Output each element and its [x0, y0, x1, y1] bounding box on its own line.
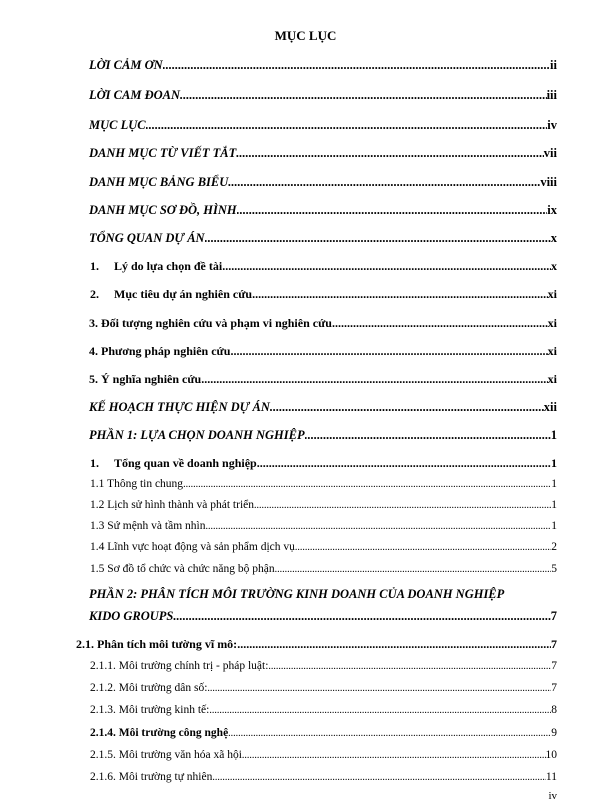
- toc-entry-muc-tieu[interactable]: [90, 287, 611, 302]
- toc-entry-page: 1: [551, 499, 557, 511]
- toc-entry-label: 1. Tổng quan về doanh nghiệp: [90, 456, 257, 470]
- toc-entry-phan-2-line1[interactable]: PHẦN 2: PHÂN TÍCH MÔI TRƯỜNG KINH DOANH CỦA DOANH NGHIỆP: [89, 587, 505, 601]
- toc-leader-dots: [201, 372, 547, 387]
- toc-entry-loi-cam-on[interactable]: [89, 58, 611, 73]
- toc-leader-dots: [209, 704, 551, 716]
- toc-leader-dots: [305, 428, 551, 443]
- toc-entry-page: xi: [547, 344, 557, 358]
- toc-leader-dots: [222, 259, 551, 274]
- toc-entry-label: DANH MỤC SƠ ĐỒ, HÌNH: [89, 203, 237, 217]
- toc-entry-phan-2[interactable]: [89, 609, 611, 624]
- toc-entry-page: viii: [540, 175, 557, 189]
- toc-leader-dots: [146, 118, 548, 133]
- toc-leader-dots: [205, 520, 551, 532]
- toc-entry-page: 1: [551, 456, 557, 470]
- toc-entry-page: 7: [551, 660, 557, 672]
- toc-entry-label: 2.1.2. Môi trường dân số:: [90, 682, 208, 694]
- toc-entry-page: ii: [550, 58, 557, 72]
- toc-entry-2-1-1[interactable]: [90, 660, 611, 672]
- toc-entry-page: 10: [545, 749, 557, 761]
- toc-leader-dots: [275, 563, 552, 575]
- toc-entry-loi-cam-doan[interactable]: [89, 88, 611, 103]
- toc-entry-label: 5. Ý nghĩa nghiên cứu: [89, 372, 202, 386]
- toc-entry-label: KẾ HOẠCH THỰC HIỆN DỰ ÁN: [89, 400, 270, 414]
- toc-entry-page: vii: [543, 146, 557, 160]
- toc-entry-label: 2.1.6. Môi trường tự nhiên: [90, 771, 213, 783]
- toc-entry-page: 11: [545, 771, 557, 783]
- toc-leader-dots: [254, 499, 551, 511]
- toc-entry-page: 1: [551, 520, 557, 532]
- toc-entry-page: 5: [551, 563, 557, 575]
- toc-entry-tong-quan-doanh-nghiep[interactable]: [90, 456, 611, 471]
- toc-entry-label: 2. Mục tiêu dự án nghiên cứu: [90, 287, 253, 301]
- toc-entry-2-1-2[interactable]: [90, 682, 611, 694]
- toc-entry-page: 8: [551, 704, 557, 716]
- toc-entry-page: 2: [551, 541, 557, 553]
- toc-entry-label: 2.1. Phân tích môi tường vĩ mô:: [76, 637, 238, 651]
- toc-entry-1-4[interactable]: [90, 541, 611, 553]
- toc-entry-page: 1: [551, 478, 557, 490]
- toc-leader-dots: [237, 203, 548, 218]
- toc-entry-doi-tuong[interactable]: [89, 316, 611, 331]
- toc-entry-page: 1: [550, 428, 557, 442]
- toc-entry-label: LỜI CAM ĐOAN: [89, 88, 180, 102]
- toc-entry-2-1-4[interactable]: [90, 727, 611, 739]
- toc-leader-dots: [163, 58, 550, 73]
- toc-leader-dots: [228, 727, 551, 739]
- toc-entry-page: 7: [551, 682, 557, 694]
- toc-entry-1-1[interactable]: [90, 478, 611, 490]
- toc-entry-page: xii: [543, 400, 557, 414]
- toc-entry-label: 1.3 Sứ mệnh và tầm nhìn: [90, 520, 206, 532]
- toc-entry-page: iv: [547, 118, 557, 132]
- toc-entry-1-2[interactable]: [90, 499, 611, 511]
- toc-entry-phuong-phap[interactable]: [89, 344, 611, 359]
- toc-leader-dots: [180, 88, 547, 103]
- toc-entry-label: 2.1.1. Môi trường chính trị - pháp luật:: [90, 660, 269, 672]
- toc-entry-danh-muc-bang-bieu[interactable]: [89, 175, 611, 190]
- toc-leader-dots: [228, 175, 540, 190]
- toc-entry-page: ix: [547, 203, 557, 217]
- toc-entry-label: 2.1.5. Môi trường văn hóa xã hội: [90, 749, 242, 761]
- toc-entry-label: 4. Phương pháp nghiên cứu: [89, 344, 231, 358]
- toc-leader-dots: [207, 682, 551, 694]
- toc-entry-label: 1.4 Lĩnh vực hoạt động và sản phẩm dịch vụ: [90, 541, 295, 553]
- toc-leader-dots: [212, 771, 546, 783]
- toc-entry-danh-muc-tu-viet-tat[interactable]: [89, 146, 611, 161]
- toc-leader-dots: [252, 287, 548, 302]
- toc-entry-label: PHẦN 1: LỰA CHỌN DOANH NGHIỆP: [89, 428, 305, 442]
- toc-entry-2-1-5[interactable]: [90, 749, 611, 761]
- toc-leader-dots: [257, 456, 551, 471]
- toc-entry-page: iii: [546, 88, 557, 102]
- toc-entry-2-1-6[interactable]: [90, 771, 611, 783]
- toc-entry-ke-hoach[interactable]: [89, 400, 611, 415]
- toc-entry-label: 2.1.4. Môi trường công nghệ: [90, 727, 229, 739]
- toc-entry-1-5[interactable]: [90, 563, 611, 575]
- toc-entry-label: 1.1 Thông tin chung: [90, 478, 184, 490]
- toc-leader-dots: [173, 609, 550, 624]
- toc-entry-page: xi: [547, 287, 557, 301]
- toc-leader-dots: [295, 541, 551, 553]
- toc-leader-dots: [230, 344, 547, 359]
- toc-entry-tong-quan-du-an[interactable]: [89, 231, 611, 246]
- toc-entry-page: 9: [551, 727, 557, 739]
- toc-entry-1-3[interactable]: [90, 520, 611, 532]
- toc-entry-label: 1.5 Sơ đồ tổ chức và chức năng bộ phận: [90, 563, 275, 575]
- toc-leader-dots: [183, 478, 551, 490]
- toc-entry-page: xi: [547, 372, 557, 386]
- toc-leader-dots: [236, 146, 544, 161]
- toc-entry-phan-1[interactable]: [89, 428, 611, 443]
- toc-entry-y-nghia[interactable]: [89, 372, 611, 387]
- toc-entry-page: x: [550, 231, 557, 245]
- toc-leader-dots: [205, 231, 551, 246]
- toc-leader-dots: [270, 400, 544, 415]
- toc-entry-page: 7: [550, 609, 557, 623]
- toc-title: MỤC LỤC: [274, 28, 337, 43]
- toc-entry-label: MỤC LỤC: [89, 118, 146, 132]
- toc-entry-danh-muc-so-do-hinh[interactable]: [89, 203, 611, 218]
- toc-entry-label: 3. Đối tượng nghiên cứu và phạm vi nghiên cứu: [89, 316, 332, 330]
- toc-entry-label: DANH MỤC BẢNG BIỂU: [89, 175, 229, 189]
- page-number: iv: [548, 790, 557, 802]
- toc-entry-2-1-3[interactable]: [90, 704, 611, 716]
- toc-entry-muc-luc[interactable]: [89, 118, 611, 133]
- toc-entry-label: 1.2 Lịch sử hình thành và phát triển: [90, 499, 255, 511]
- toc-entry-label: KIDO GROUPS: [89, 609, 174, 623]
- toc-entry-label: 1. Lý do lựa chọn đề tài: [90, 259, 223, 273]
- toc-entry-page: xi: [547, 316, 557, 330]
- toc-entry-label: 2.1.3. Môi trường kinh tế:: [90, 704, 210, 716]
- toc-entry-page: 7: [551, 637, 557, 651]
- toc-entry-page: x: [551, 259, 557, 273]
- toc-entry-label: LỜI CẢM ƠN: [89, 58, 163, 72]
- toc-entry-ly-do[interactable]: [90, 259, 611, 274]
- toc-entry-label: TỔNG QUAN DỰ ÁN: [89, 231, 205, 245]
- toc-leader-dots: [242, 749, 546, 761]
- toc-leader-dots: [268, 660, 551, 672]
- toc-entry-label: DANH MỤC TỪ VIẾT TẮT: [89, 146, 237, 160]
- toc-leader-dots: [237, 637, 551, 652]
- toc-leader-dots: [332, 316, 548, 331]
- toc-entry-2-1[interactable]: [76, 637, 611, 652]
